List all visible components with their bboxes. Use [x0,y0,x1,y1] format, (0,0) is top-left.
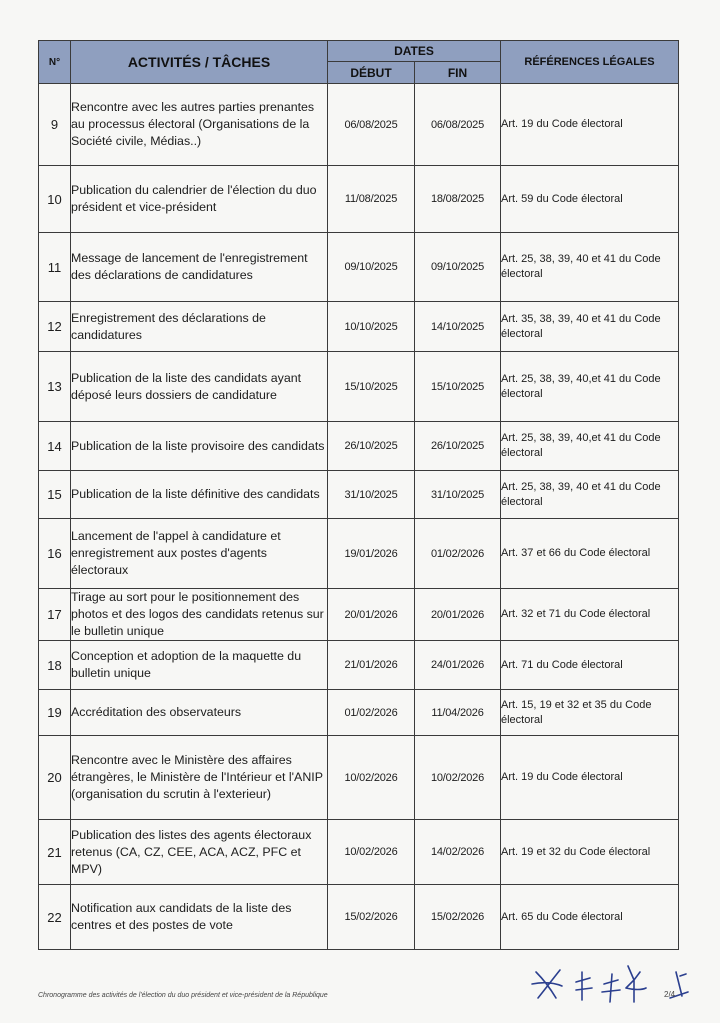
row-end-date: 20/01/2026 [415,589,501,641]
row-legal-reference: Art. 71 du Code électoral [501,641,679,690]
row-legal-reference: Art. 15, 19 et 32 et 35 du Code électoral [501,690,679,736]
table-row [39,820,679,885]
table-row [39,422,679,471]
header-legal-references: RÉFÉRENCES LÉGALES [501,41,679,84]
row-number: 18 [39,641,71,690]
row-activity: Publication de la liste définitive des candidats [71,471,328,519]
row-legal-reference: Art. 19 et 32 du Code électoral [501,820,679,885]
table-row [39,690,679,736]
row-end-date: 06/08/2025 [415,84,501,166]
table-row [39,471,679,519]
table-header [39,41,679,84]
table-row [39,589,679,641]
row-end-date: 14/02/2026 [415,820,501,885]
table-row [39,641,679,690]
row-activity: Notification aux candidats de la liste des centres et des postes de vote [71,885,328,950]
table-body [39,84,679,950]
row-end-date: 15/02/2026 [415,885,501,950]
row-start-date: 20/01/2026 [328,589,415,641]
row-start-date: 10/10/2025 [328,302,415,352]
row-activity: Accréditation des observateurs [71,690,328,736]
row-number: 12 [39,302,71,352]
header-number: N° [39,41,71,84]
row-start-date: 10/02/2026 [328,820,415,885]
row-activity: Publication du calendrier de l'élection du duo président et vice-président [71,166,328,233]
row-activity: Tirage au sort pour le positionnement des photos et des logos des candidats retenus sur le bulletin unique [71,589,328,641]
row-start-date: 19/01/2026 [328,519,415,589]
table-row [39,302,679,352]
row-legal-reference: Art. 25, 38, 39, 40 et 41 du Code électoral [501,233,679,302]
row-end-date: 18/08/2025 [415,166,501,233]
row-activity: Rencontre avec le Ministère des affaires étrangères, le Ministère de l'Intérieur et l'ANIP (organisation du scrutin à l'exterieur) [71,736,328,820]
row-end-date: 24/01/2026 [415,641,501,690]
page-number: 2/4 [664,990,676,999]
row-legal-reference: Art. 59 du Code électoral [501,166,679,233]
row-start-date: 06/08/2025 [328,84,415,166]
row-legal-reference: Art. 65 du Code électoral [501,885,679,950]
row-end-date: 26/10/2025 [415,422,501,471]
table-row [39,233,679,302]
schedule-table [38,40,679,950]
table-row [39,885,679,950]
row-start-date: 01/02/2026 [328,690,415,736]
table-row [39,84,679,166]
row-number: 16 [39,519,71,589]
header-start: DÉBUT [328,62,415,84]
row-start-date: 09/10/2025 [328,233,415,302]
row-legal-reference: Art. 35, 38, 39, 40 et 41 du Code électoral [501,302,679,352]
row-activity: Lancement de l'appel à candidature et enregistrement aux postes d'agents électoraux [71,519,328,589]
row-legal-reference: Art. 37 et 66 du Code électoral [501,519,679,589]
row-activity: Message de lancement de l'enregistrement des déclarations de candidatures [71,233,328,302]
header-activities: ACTIVITÉS / TÂCHES [71,41,328,84]
row-number: 11 [39,233,71,302]
table-row [39,352,679,422]
table-row [39,736,679,820]
row-number: 15 [39,471,71,519]
row-end-date: 10/02/2026 [415,736,501,820]
row-end-date: 11/04/2026 [415,690,501,736]
row-start-date: 21/01/2026 [328,641,415,690]
row-legal-reference: Art. 32 et 71 du Code électoral [501,589,679,641]
header-dates: DATES [328,41,501,62]
row-activity: Enregistrement des déclarations de candidatures [71,302,328,352]
row-number: 17 [39,589,71,641]
row-legal-reference: Art. 25, 38, 39, 40,et 41 du Code électoral [501,352,679,422]
row-number: 10 [39,166,71,233]
row-number: 14 [39,422,71,471]
row-number: 13 [39,352,71,422]
row-legal-reference: Art. 25, 38, 39, 40,et 41 du Code électoral [501,422,679,471]
table-row [39,166,679,233]
row-number: 20 [39,736,71,820]
row-activity: Rencontre avec les autres parties prenantes au processus électoral (Organisations de la Société civile, Médias..) [71,84,328,166]
row-start-date: 26/10/2025 [328,422,415,471]
header-end: FIN [415,62,501,84]
row-legal-reference: Art. 25, 38, 39, 40 et 41 du Code électoral [501,471,679,519]
row-end-date: 15/10/2025 [415,352,501,422]
row-end-date: 14/10/2025 [415,302,501,352]
row-activity: Publication des listes des agents électoraux retenus (CA, CZ, CEE, ACA, ACZ, PFC et MPV) [71,820,328,885]
row-start-date: 11/08/2025 [328,166,415,233]
row-start-date: 31/10/2025 [328,471,415,519]
row-number: 9 [39,84,71,166]
row-activity: Publication de la liste provisoire des candidats [71,422,328,471]
row-number: 19 [39,690,71,736]
row-end-date: 01/02/2026 [415,519,501,589]
row-start-date: 10/02/2026 [328,736,415,820]
row-end-date: 31/10/2025 [415,471,501,519]
row-activity: Conception et adoption de la maquette du bulletin unique [71,641,328,690]
signature-initials [530,958,700,1008]
row-end-date: 09/10/2025 [415,233,501,302]
table-row [39,519,679,589]
row-legal-reference: Art. 19 du Code électoral [501,736,679,820]
row-legal-reference: Art. 19 du Code électoral [501,84,679,166]
row-number: 22 [39,885,71,950]
row-activity: Publication de la liste des candidats ayant déposé leurs dossiers de candidature [71,352,328,422]
row-start-date: 15/02/2026 [328,885,415,950]
row-start-date: 15/10/2025 [328,352,415,422]
footer-caption: Chronogramme des activités de l'élection du duo président et vice-président de la République [38,992,328,999]
row-number: 21 [39,820,71,885]
